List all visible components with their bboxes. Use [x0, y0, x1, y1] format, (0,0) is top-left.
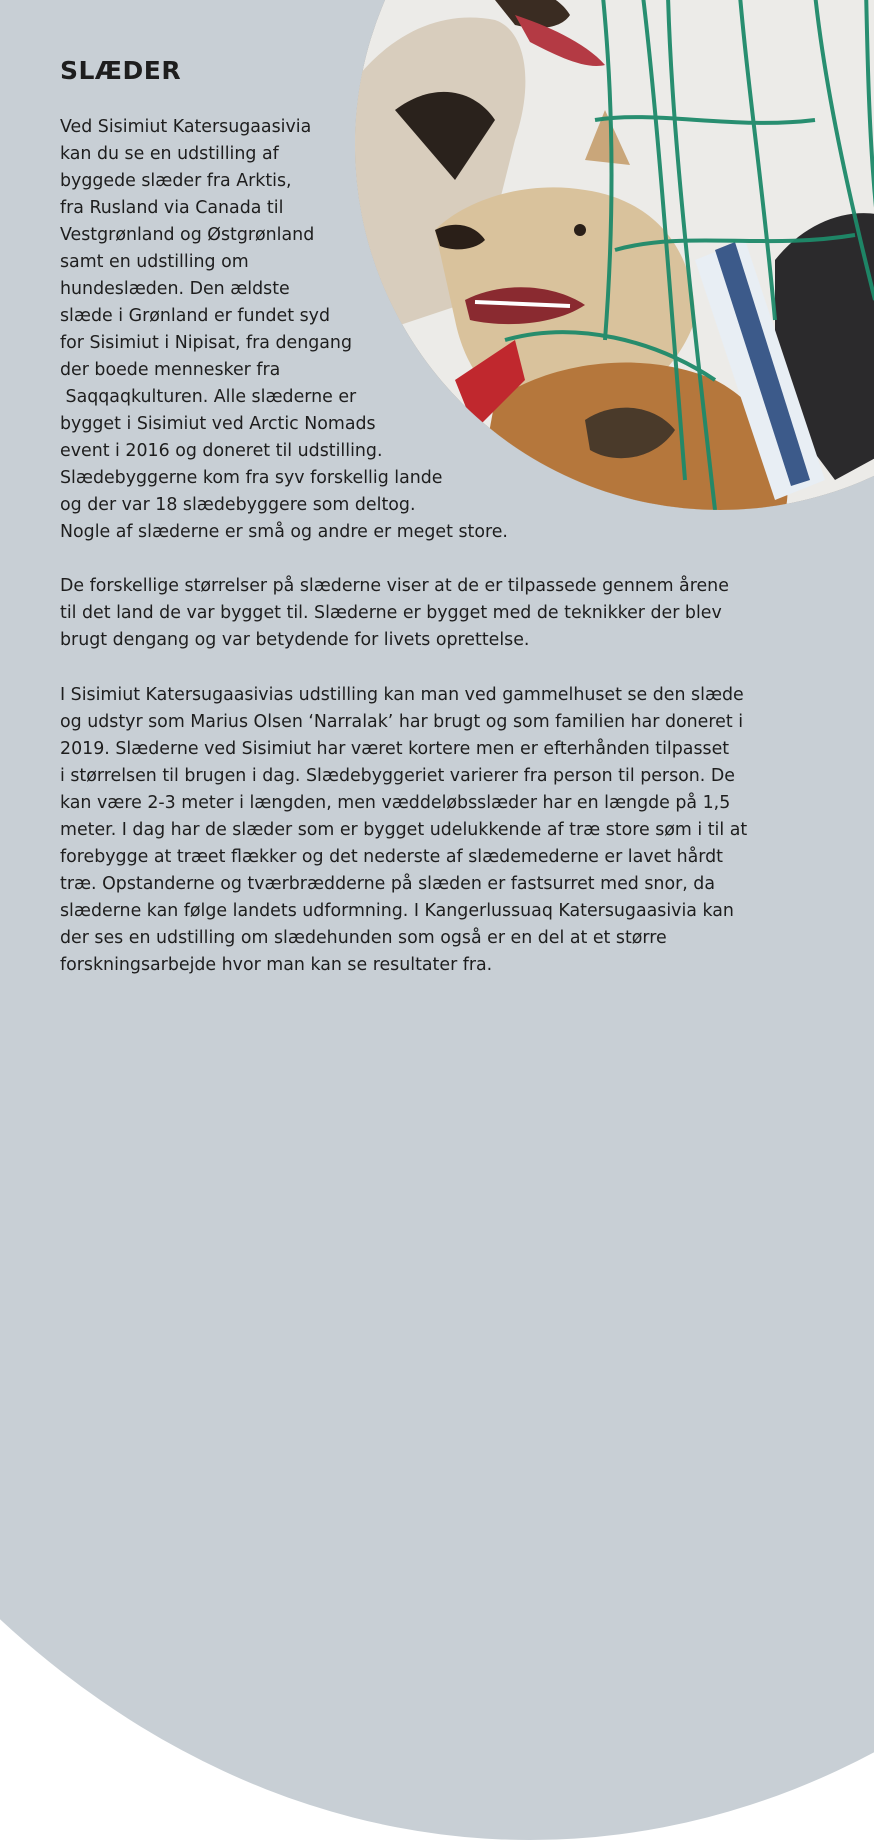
text-line: hundeslæden. Den ældste [60, 279, 290, 299]
text-line: og der var 18 slædebyggere som deltog. [60, 495, 416, 515]
text-line: meter. I dag har de slæder som er bygget udelukkende af træ store søm i til at [60, 820, 748, 840]
text-line: I Sisimiut Katersugaasivias udstilling kan man ved gammelhuset se den slæde [60, 685, 744, 705]
text-line: slæde i Grønland er fundet syd [60, 306, 330, 326]
text-line: for Sisimiut i Nipisat, fra dengang [60, 333, 352, 353]
text-line: forebygge at træet flækker og det nederste af slædemederne er lavet hårdt [60, 847, 723, 867]
text-line: bygget i Sisimiut ved Arctic Nomads [60, 414, 376, 434]
text-line: der boede mennesker fra [60, 360, 281, 380]
text-line: slæderne kan følge landets udformning. I Kangerlussuaq Katersugaasivia kan [60, 901, 734, 921]
page-title: SLÆDER [60, 56, 182, 85]
text-line: der ses en udstilling om slædehunden som også er en del at et større [60, 928, 667, 948]
sizes-paragraph [60, 573, 820, 654]
text-line: fra Rusland via Canada til [60, 198, 284, 218]
text-line: til det land de var bygget til. Slæderne er bygget med de teknikker der blev [60, 603, 722, 623]
text-line: 2019. Slæderne ved Sisimiut har været kortere men er efterhånden tilpasset [60, 739, 730, 759]
text-line: De forskellige størrelser på slæderne viser at de er tilpassede gennem årene [60, 576, 729, 596]
text-line: Vestgrønland og Østgrønland [60, 225, 315, 245]
text-line: Slædebyggerne kom fra syv forskellig lande [60, 468, 443, 488]
text-line: kan du se en udstilling af [60, 144, 279, 164]
exhibition-paragraph [60, 682, 820, 979]
text-line: event i 2016 og doneret til udstilling. [60, 441, 383, 461]
text-line: brugt dengang og var betydende for livets oprettelse. [60, 630, 530, 650]
text-line: Ved Sisimiut Katersugaasivia [60, 117, 312, 137]
text-line: Saqqaqkulturen. Alle slæderne er [60, 387, 357, 407]
text-line: forskningsarbejde hvor man kan se resultater fra. [60, 955, 493, 975]
intro-paragraph [60, 114, 508, 546]
text-line: træ. Opstanderne og tværbrædderne på slæden er fastsurret med snor, da [60, 874, 715, 894]
text-line: kan være 2-3 meter i længden, men væddeløbsslæder har en længde på 1,5 [60, 793, 731, 813]
text-line: Nogle af slæderne er små og andre er meget store. [60, 522, 508, 542]
text-line: i størrelsen til brugen i dag. Slædebyggeriet varierer fra person til person. De [60, 766, 735, 786]
text-line: og udstyr som Marius Olsen ‘Narralak’ har brugt og som familien har doneret i [60, 712, 744, 732]
text-line: samt en udstilling om [60, 252, 249, 272]
text-line: byggede slæder fra Arktis, [60, 171, 292, 191]
